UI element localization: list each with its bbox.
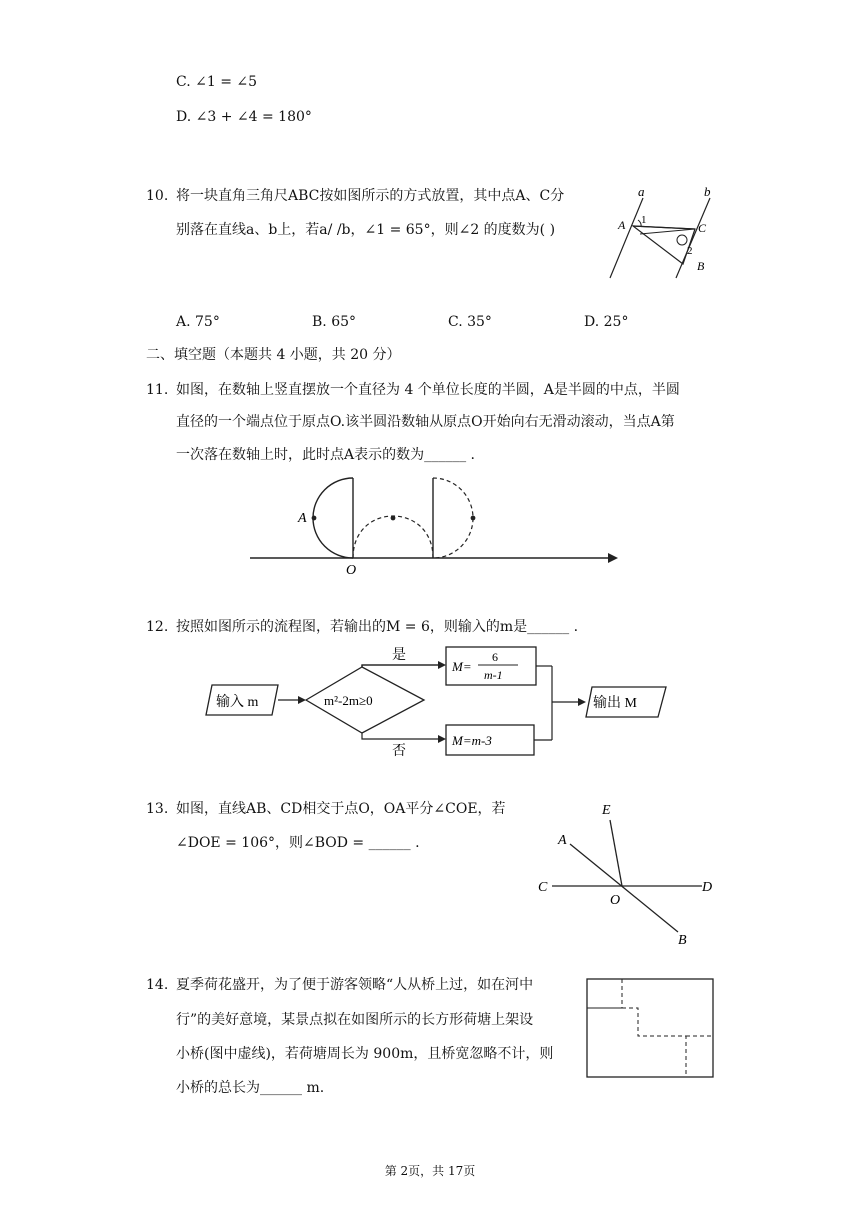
- q11-text-line2: 直径的一个端点位于原点O.该半圆沿数轴从原点O开始向右无滑动滚动，当点A第: [176, 414, 675, 430]
- q10-option-d: D. 25°: [584, 314, 629, 330]
- q12-flowchart: [200, 645, 680, 760]
- q10-option-c: C. 35°: [448, 314, 492, 330]
- q13-text-line2: ∠DOE = 106°，则∠BOD = ______ .: [176, 835, 420, 851]
- q10-label-B: B: [697, 259, 705, 273]
- q11-number: 11.: [146, 382, 169, 398]
- flow-yes-label: 是: [392, 648, 406, 663]
- flow-input: 输入 m: [216, 695, 259, 710]
- q10-label-a: a: [638, 184, 645, 199]
- flow-yes-box-left: M=: [452, 659, 472, 674]
- q14-text-line4: 小桥的总长为______ m.: [176, 1080, 325, 1096]
- q12-number: 12.: [146, 619, 169, 635]
- flow-no-box: M=m-3: [452, 733, 492, 748]
- q13-label-A: A: [558, 833, 567, 848]
- q12-text-line1: 按照如图所示的流程图，若输出的M = 6，则输入的m是______ .: [176, 619, 579, 635]
- flow-yes-box-num: 6: [492, 650, 498, 664]
- q10-number: 10.: [146, 188, 169, 204]
- q14-pond-figure: [586, 978, 716, 1080]
- q13-label-C: C: [538, 880, 548, 895]
- q9-option-d: D. ∠3 + ∠4 = 180°: [176, 109, 312, 125]
- q11-label-O: O: [346, 563, 357, 578]
- q10-label-1: 1: [641, 214, 647, 226]
- q10-label-A: A: [618, 218, 626, 232]
- q11-label-A: A: [298, 511, 307, 526]
- q10-option-b: B. 65°: [312, 314, 357, 330]
- q10-label-b: b: [704, 184, 711, 199]
- q11-text-line3: 一次落在数轴上时，此时点A表示的数为______ .: [176, 447, 476, 463]
- flow-condition: m²-2m≥0: [324, 693, 373, 708]
- page-footer: 第 2页，共 17页: [384, 1164, 476, 1178]
- q14-text-line3: 小桥(图中虚线)，若荷塘周长为 900m，且桥宽忽略不计，则: [176, 1046, 554, 1062]
- q13-label-E: E: [602, 803, 611, 818]
- q13-label-B: B: [678, 933, 687, 948]
- q11-text-line1: 如图，在数轴上竖直摆放一个直径为 4 个单位长度的半圆，A是半圆的中点，半圆: [176, 382, 680, 398]
- q13-text-line1: 如图，直线AB、CD相交于点O，OA平分∠COE，若: [176, 801, 506, 817]
- q13-label-O: O: [610, 893, 621, 908]
- q14-number: 14.: [146, 977, 169, 993]
- q10-label-C: C: [698, 221, 707, 235]
- q10-figure: [598, 186, 728, 286]
- flow-output: 输出 M: [593, 696, 637, 711]
- q10-label-2: 2: [687, 245, 693, 257]
- q9-option-c: C. ∠1 = ∠5: [176, 74, 258, 90]
- q14-text-line1: 夏季荷花盛开，为了便于游客领略“人从桥上过，如在河中: [176, 977, 534, 993]
- q10-option-a: A. 75°: [176, 314, 220, 330]
- q13-number: 13.: [146, 801, 169, 817]
- flow-yes-box-den: m-1: [484, 668, 503, 682]
- q10-text-line1: 将一块直角三角尺ABC按如图所示的方式放置，其中点A、C分: [176, 188, 565, 204]
- q13-label-D: D: [702, 880, 713, 895]
- q14-text-line2: 行”的美好意境，某景点拟在如图所示的长方形荷塘上架设: [176, 1012, 534, 1028]
- q13-figure: [530, 800, 730, 950]
- flow-no-label: 否: [392, 744, 406, 759]
- q11-figure: [240, 472, 620, 582]
- section-title: 二、填空题（本题共 4 小题，共 20 分）: [146, 347, 401, 363]
- q10-text-line2: 别落在直线a、b上，若a/ /b，∠1 = 65°，则∠2 的度数为( ): [176, 222, 556, 238]
